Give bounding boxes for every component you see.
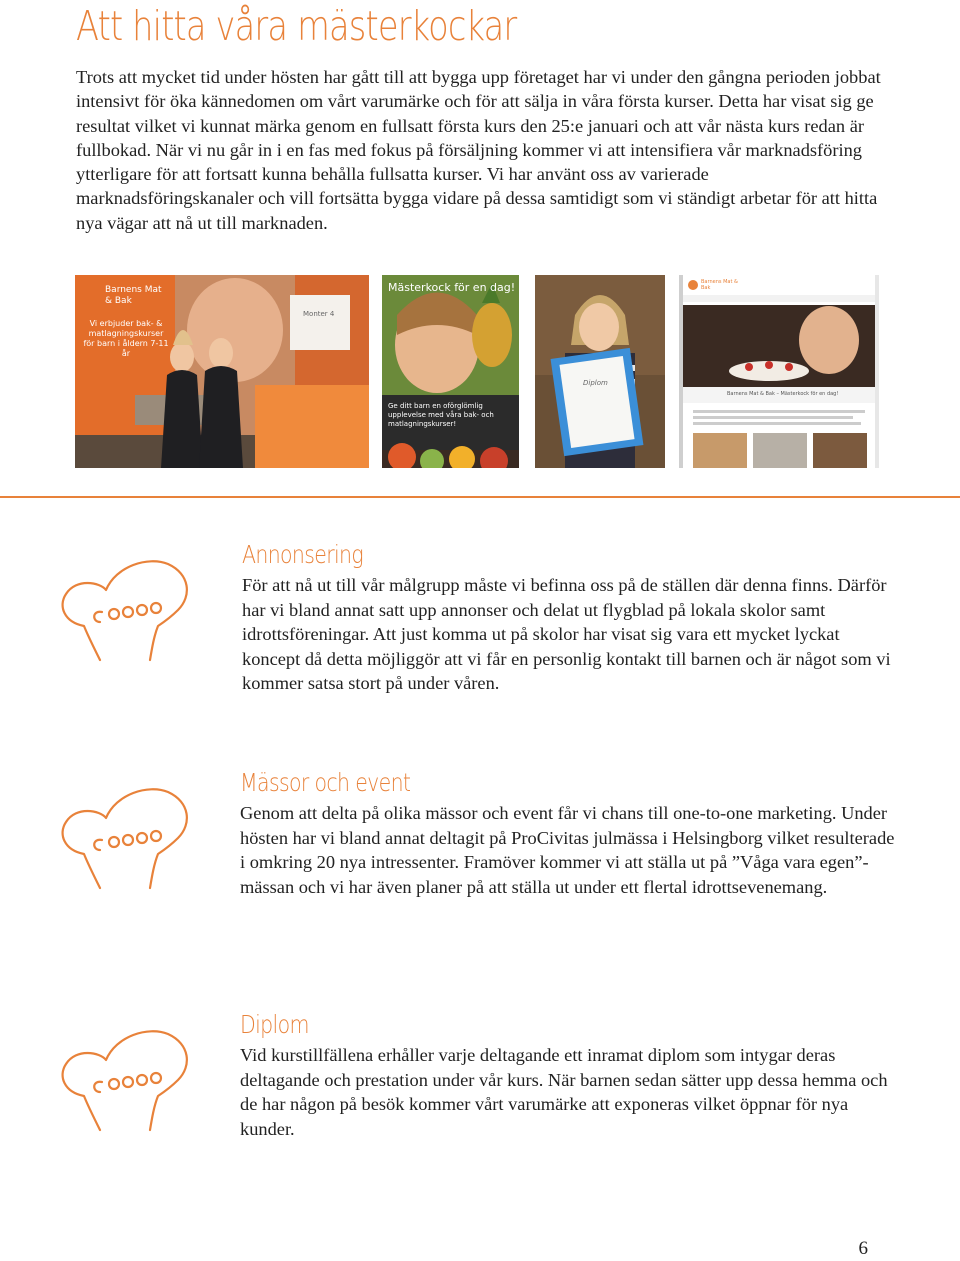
chef-hat-icon [54,552,194,662]
booth-banner: Vi erbjuder bak- & matlagningskurser för barn i åldern 7-11 år [83,319,169,358]
poster-caption: Ge ditt barn en oförglömlig upplevelse med våra bak- och matlagningskurser! [388,402,494,428]
booth-brand: Barnens Mat & Bak [105,285,162,306]
poster-heading: Mästerkock för en dag! [388,281,516,294]
section-body: Genom att delta på olika mässor och event får vi chans till one-to-one marketing. Under hösten har vi bland annat deltagit på ProCivitas julmässa i Helsingborg vilket resulterade i omkring 20 nya intressenter. Framöver kommer vi att ställa ut på ”Våga vara egen”-mässan och vi har även planer på att ställa ut under ett flertal idrottsevenemang. [240,803,895,897]
website-banner: Barnens Mat & Bak – Mästerkock för en dag! [727,391,839,397]
page-number: 6 [858,1238,868,1259]
photo-poster [382,275,519,468]
section-divider [0,496,960,498]
booth-sign: Monter 4 [303,310,335,318]
chef-hat-icon [54,780,194,890]
chef-hat-icon [54,1022,194,1132]
website-brand: Barnens Mat & Bak [701,279,738,291]
section-title: Mässor och event [240,768,411,797]
page-title: Att hitta våra mästerkockar [76,2,517,50]
photo-website [679,275,879,468]
photo-booth [75,275,369,468]
photo-diploma [535,275,665,468]
section-title: Annonsering [242,540,364,569]
intro-paragraph: Trots att mycket tid under hösten har gått till att bygga upp företaget har vi under den gångna perioden jobbat intensivt för öka kännedomen om vårt varumärke och för att sälja in våra första kurser. Detta har visat sig ge resultat vilket vi kunnat märka genom en fullsatt första kurs den 25:e januari och att vår nästa kurs redan är fullbokad. När vi nu går in i en fas med fokus på försäljning kommer vi att intensifiera vår marknadsföring ytterligare för att fortsatt kunna behålla fullsatta kurser. Vi har använt oss av varierade marknadsföringskanaler och vill fortsätta bygga vidare på dessa samtidigt som vi ständigt arbetar för att hitta nya vägar att nå ut till marknaden. [76,67,881,233]
diploma-doc-title: Diplom [583,379,608,387]
section-body: Vid kurstillfällena erhåller varje deltagande ett inramat diplom som intygar deras deltagande och prestation under vår kurs. När barnen sedan sätter upp dessa hemma och de har någon på besök kommer vårt varumärke att exponeras vilket öppnar för nya kunder. [240,1045,888,1139]
section-title: Diplom [240,1010,309,1039]
section-body: För att nå ut till vår målgrupp måste vi befinna oss på de ställen där denna finns. Därför har vi bland annat satt upp annonser och delat ut flygblad på lokala skolor samt idrottsföreningar. Att just komma ut på skolor har visat sig vara ett mycket lyckat koncept då detta möjliggör att vi får en personlig kontakt till barnen och är något som vi kommer satsa stort på under våren. [242,575,891,693]
